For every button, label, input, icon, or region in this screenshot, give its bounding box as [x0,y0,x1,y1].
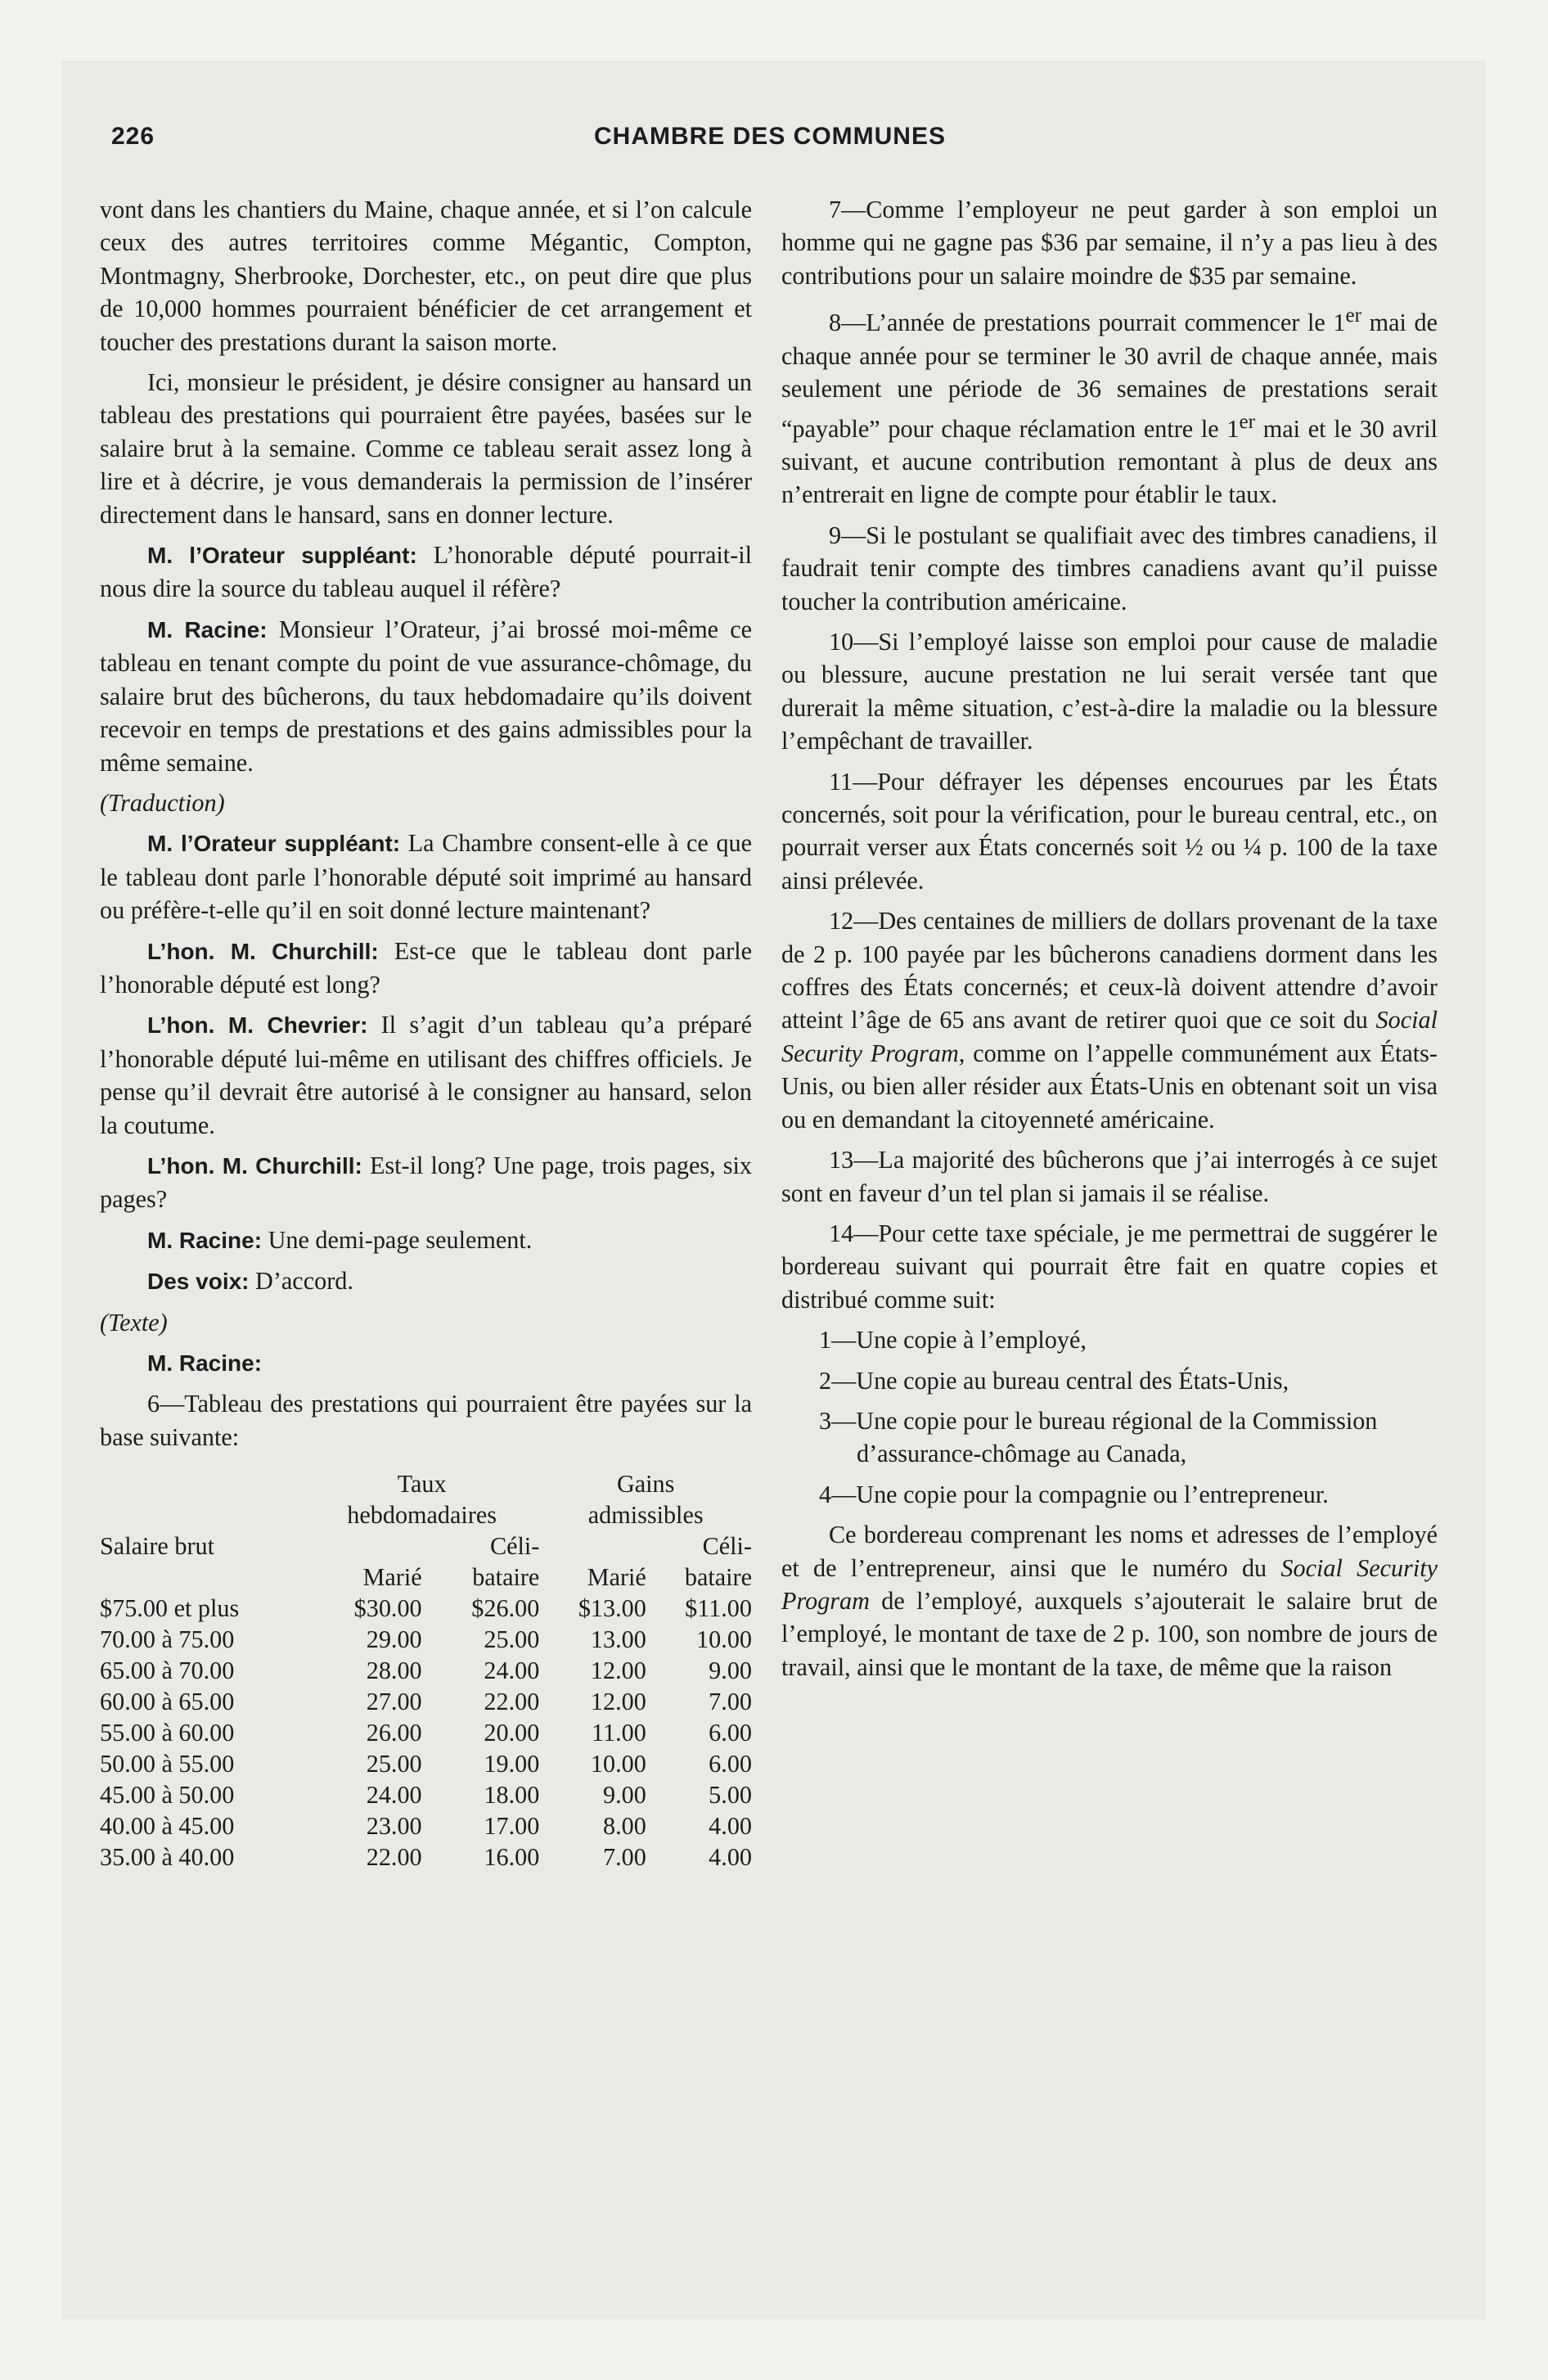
value-cell: $26.00 [471,1594,540,1623]
paragraph: 10—Si l’employé laisse son emploi pour cause de maladie ou blessure, aucune prestation ne lui serait versée tant que durerait la même situation, c’est-à-dire la maladie ou la blessure l’empêchant de travailler. [781,628,1438,755]
paragraph [781,904,1438,1136]
value-cell: 23.00 [366,1812,422,1841]
speech [100,935,752,1002]
speaker-name: L’hon. M. Churchill: [147,1152,362,1179]
salary-cell: 65.00 à 70.00 [100,1657,235,1685]
salary-cell: 70.00 à 75.00 [100,1625,235,1654]
value-cell: 9.00 [603,1781,646,1810]
speech-text: Est-ce que le tableau dont parle l’honorable député est long? [100,936,752,998]
speech-text: D’accord. [249,1267,353,1296]
text-run: 12—Des centaines de milliers de dollars provenant de la taxe de 2 p. 100 payée par les bûcherons canadiens dorment dans les coffres des États concernés; et ceux-là doivent attendre d’avoir atteint l’âge de 65 ans avant de retirer quoi que ce soit du [781,907,1438,1034]
table-header-row [100,1562,752,1593]
value-cell: $30.00 [353,1594,422,1623]
list-item: 2—Une copie au bureau central des États-Unis, [819,1366,1289,1395]
table-row [100,1655,752,1686]
value-cell: 5.00 [709,1781,752,1810]
speaker-name: L’hon. M. Churchill: [147,938,379,964]
running-title: CHAMBRE DES COMMUNES [593,123,946,150]
text-note: (Texte) [100,1308,168,1336]
value-cell: 16.00 [484,1843,540,1872]
value-cell: 24.00 [484,1657,540,1685]
speech [100,539,752,606]
speaker-name: M. Racine: [147,1350,263,1376]
salary-cell: 60.00 à 65.00 [100,1688,235,1716]
speech-text: Une demi-page seulement. [262,1225,533,1254]
speaker-name: L’hon. M. Chevrier: [147,1012,368,1039]
value-cell: $13.00 [578,1594,646,1623]
salary-cell: 35.00 à 40.00 [100,1843,235,1872]
paragraph: 7—Comme l’employeur ne peut garder à son emploi un homme qui ne gagne pas $36 par semaine, il n’y a pas lieu à des contributions pour un salaire moindre de $35 par semaine. [781,196,1438,290]
header-marie: Marié [362,1563,422,1592]
paragraph: 11—Pour défrayer les dépenses encourues par les États concernés, soit pour la vérification, pour le bureau central, etc., on pourrait verser aux États concernés soit ½ ou ¼ p. 100 de la taxe ainsi prélevée. [781,767,1438,895]
value-cell: 27.00 [366,1688,422,1716]
header-taux: Taux [397,1470,447,1499]
speech [100,1149,752,1216]
speech-text: Il s’agit d’un tableau qu’a préparé l’honorable député lui-même en utilisant des chiffres officiels. Je pense qu’il devrait être autorisé à le consigner au hansard, selon la coutume. [100,1011,752,1139]
table-row [100,1624,752,1655]
superscript: er [1239,410,1256,433]
value-cell: 4.00 [709,1812,752,1841]
header-gains: Gains [616,1470,675,1499]
right-column [781,193,1438,1691]
text-run: Ce bordereau comprenant les noms et adresses de l’employé et de l’entrepreneur, ainsi que le numéro du [781,1521,1438,1582]
salary-cell: 45.00 à 50.00 [100,1781,235,1810]
salary-cell: $75.00 et plus [100,1594,240,1623]
speaker-name: M. Racine: [147,616,268,642]
speech [100,827,752,926]
value-cell: 24.00 [366,1781,422,1810]
paragraph: 6—Tableau des prestations qui pourraient être payées sur la base suivante: [100,1390,752,1451]
header-celi: Céli- [702,1532,752,1561]
value-cell: 8.00 [603,1812,646,1841]
speaker-name: M. Racine: [147,1227,263,1253]
table-row [100,1593,752,1624]
paragraph: vont dans les chantiers du Maine, chaque année, et si l’on calcule ceux des autres territoires comme Mégantic, Compton, Montmagny, Sherbrooke, Dorchester, etc., on peut dire que plus de 10,000 hommes pourraient bénéficier de cet arrangement et toucher des prestations durant la saison morte. [100,196,752,356]
speech [100,613,752,779]
header-bataire: bataire [472,1563,540,1592]
paragraph [781,300,1438,512]
speaker-name: M. l’Orateur suppléant: [147,543,417,569]
header-salaire-brut: Salaire brut [100,1532,214,1561]
speaker-name: Des voix: [147,1269,250,1295]
table-row [100,1841,752,1873]
superscript: er [1345,304,1362,327]
header-bataire: bataire [684,1563,752,1592]
table-row [100,1810,752,1841]
text-run: mai de chaque année pour se terminer le 30 avril de chaque année, mais seulement une période de 36 semaines de prestations serait “payable” pour chaque réclamation entre le 1 [781,309,1438,443]
salary-cell: 50.00 à 55.00 [100,1750,235,1778]
value-cell: 11.00 [592,1719,646,1747]
value-cell: 13.00 [590,1625,646,1654]
text-run: mai et le 30 avril suivant, et aucune contribution remontant à plus de deux ans n’entrerait en ligne de compte pour établir le taux. [781,414,1438,509]
table-body [100,1593,752,1873]
header-marie: Marié [587,1563,646,1592]
value-cell: 25.00 [366,1750,422,1778]
value-cell: 20.00 [484,1719,540,1747]
value-cell: 7.00 [709,1688,752,1716]
value-cell: 10.00 [696,1625,752,1654]
table-header-row [100,1468,752,1499]
left-column [100,193,752,1873]
speech [100,1346,752,1380]
speech [100,1224,752,1257]
salary-cell: 55.00 à 60.00 [100,1719,235,1747]
benefits-table [100,1468,752,1873]
value-cell: 18.00 [484,1781,540,1810]
list-item: 1—Une copie à l’employé, [819,1326,1087,1355]
speech-text: Monsieur l’Orateur, j’ai brossé moi-même ce tableau en tenant compte du point de vue assurance-chômage, du salaire brut des bûcherons, du taux hebdomadaire qu’ils doivent recevoir en temps de prestations et des gains admissibles pour la même semaine. [100,615,753,777]
value-cell: $11.00 [685,1594,752,1623]
speech-text: La Chambre consent-elle à ce que le tableau dont parle l’honorable député soit imprimé au hansard ou préfère-t-elle qu’il en soit donné lecture maintenant? [100,829,752,925]
header-hebdomadaires: hebdomadaires [347,1501,497,1530]
speaker-name: M. l’Orateur suppléant: [147,831,401,857]
italic-run: Social Security Program [781,1553,1438,1615]
page-header [111,123,1429,159]
value-cell: 9.00 [709,1657,752,1685]
header-admissibles: admissibles [587,1501,704,1530]
value-cell: 19.00 [484,1750,540,1778]
value-cell: 6.00 [709,1719,752,1747]
value-cell: 25.00 [484,1625,540,1654]
table-row [100,1748,752,1779]
speech-text: Est-il long? Une page, trois pages, six pages? [100,1151,752,1214]
page-number: 226 [111,123,155,150]
speech-text: L’honorable député pourrait-il nous dire la source du tableau auquel il réfère? [100,541,752,603]
value-cell: 4.00 [709,1843,752,1872]
value-cell: 7.00 [603,1843,646,1872]
value-cell: 26.00 [366,1719,422,1747]
value-cell: 12.00 [590,1657,646,1685]
header-celi: Céli- [489,1532,540,1561]
paragraph: 14—Pour cette taxe spéciale, je me permettrai de suggérer le bordereau suivant qui pourrait être fait en quatre copies et distribué comme suit: [781,1219,1438,1314]
translation-note: (Traduction) [100,788,225,817]
value-cell: 10.00 [590,1750,646,1778]
list-item: 4—Une copie pour la compagnie ou l’entrepreneur. [819,1480,1329,1508]
speech [100,1008,752,1142]
value-cell: 12.00 [590,1688,646,1716]
list-item: 3—Une copie pour le bureau régional de la Commission d’assurance-chômage au Canada, [819,1406,1378,1468]
value-cell: 6.00 [709,1750,752,1778]
table-header-row [100,1499,752,1530]
table-header-row [100,1530,752,1562]
paragraph: 9—Si le postulant se qualifiait avec des timbres canadiens, il faudrait tenir compte des timbres canadiens avant qu’il puisse toucher la contribution américaine. [781,521,1438,615]
value-cell: 17.00 [484,1812,540,1841]
text-run: de l’employé, auxquels s’ajouterait le salaire brut de l’employé, le montant de taxe de 2 p. 100, son nombre de jours de travail, ainsi que le montant de la taxe, de même que la raison [781,1586,1438,1681]
paragraph [781,1518,1438,1684]
value-cell: 22.00 [366,1843,422,1872]
table-row [100,1779,752,1810]
table-row [100,1717,752,1748]
paragraph: Ici, monsieur le président, je désire consigner au hansard un tableau des prestations qui pourraient être payées, basées sur le salaire brut à la semaine. Comme ce tableau serait assez long à lire et à décrire, je vous demanderais la permission de l’insérer directement dans le hansard, sans en donner lecture. [100,368,752,529]
text-run: 8—L’année de prestations pourrait commencer le 1 [829,309,1346,337]
value-cell: 28.00 [366,1657,422,1685]
paragraph: 13—La majorité des bûcherons que j’ai interrogés à ce sujet sont en faveur d’un tel plan si jamais il se réalise. [781,1146,1438,1207]
value-cell: 22.00 [484,1688,540,1716]
italic-run: Social Security Program, [781,1006,1438,1067]
table-row [100,1686,752,1717]
value-cell: 29.00 [366,1625,422,1654]
salary-cell: 40.00 à 45.00 [100,1812,235,1841]
text-run: comme on l’appelle communément aux États-Unis, ou bien aller résider aux États-Unis en obtenant soit un visa ou en demandant la citoyenneté américaine. [781,1039,1438,1134]
speech [100,1264,752,1298]
